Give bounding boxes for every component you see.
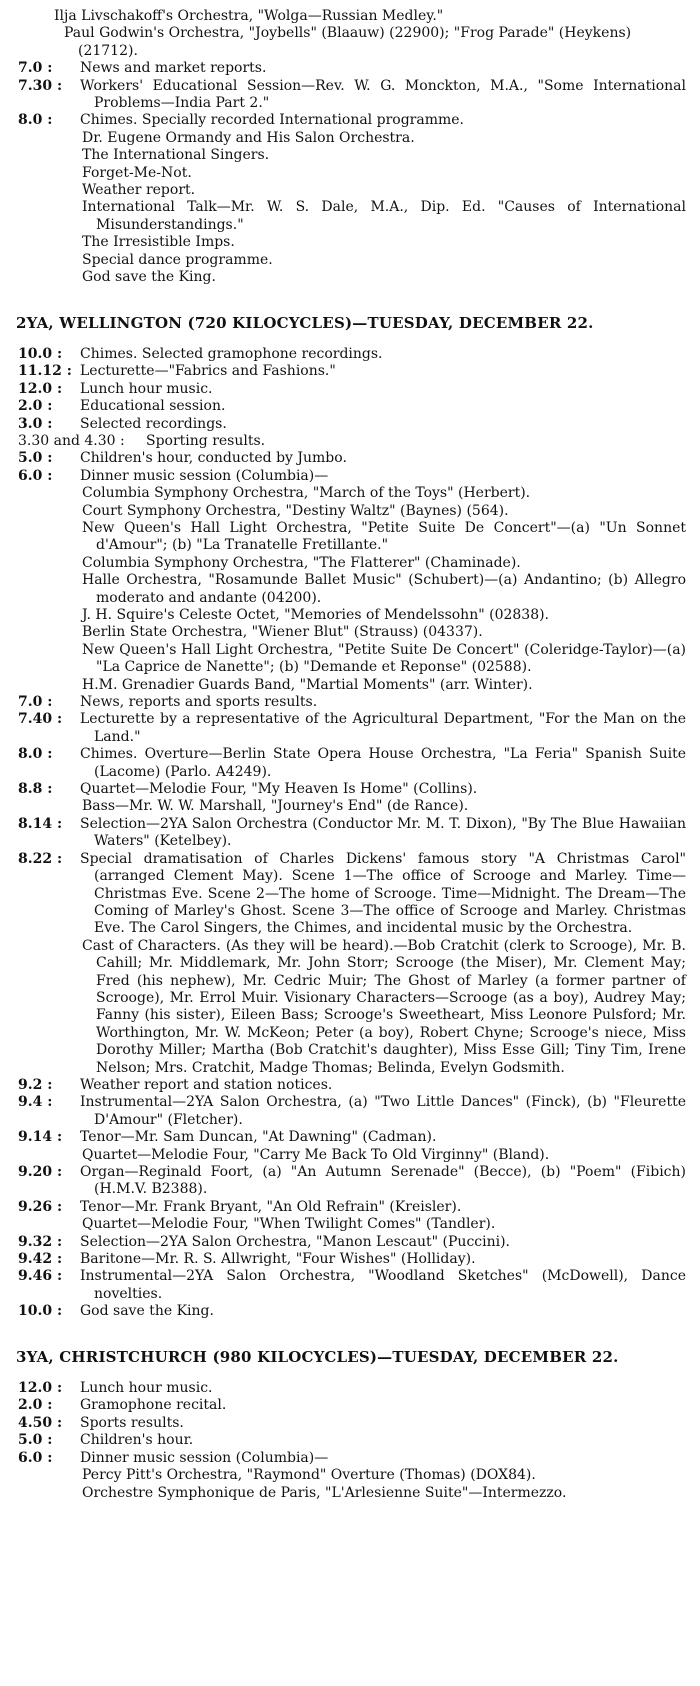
schedule-entry <box>18 1415 686 1432</box>
list-item: Weather report. <box>82 182 196 199</box>
entry-text: News, reports and sports results. <box>80 694 318 711</box>
list-item: Orchestre Symphonique de Paris, "L'Arlesienne Suite"—Intermezzo. <box>82 1484 567 1501</box>
entry-text: Lecturette—"Fabrics and Fashions." <box>80 363 336 380</box>
list-item: Berlin State Orchestra, "Wiener Blut" (Strauss) (04337). <box>82 624 483 641</box>
schedule-entry <box>18 433 686 450</box>
schedule-entry <box>18 1450 686 1467</box>
list-item: Dr. Eugene Ormandy and His Salon Orchestra. <box>82 129 415 146</box>
time-label: 8.8 : <box>18 781 53 798</box>
time-label: 8.22 : <box>18 850 63 867</box>
entry-text: Baritone—Mr. R. S. Allwright, "Four Wishes" (Holliday). <box>80 1251 476 1268</box>
entry-text: Tenor—Mr. Sam Duncan, "At Dawning" (Cadman). <box>80 1129 437 1146</box>
schedule-entry <box>18 1129 686 1146</box>
list-item: Percy Pitt's Orchestra, "Raymond" Overture (Thomas) (DOX84). <box>82 1467 536 1484</box>
schedule-entry <box>18 1380 686 1397</box>
schedule-3ya <box>18 1380 686 1502</box>
schedule-entry <box>18 1251 686 1268</box>
list-item: Forget-Me-Not. <box>82 164 192 181</box>
time-label: 9.46 : <box>18 1268 63 1285</box>
schedule-entry <box>18 1199 686 1216</box>
entry-text: Chimes. Specially recorded International programme. <box>80 112 464 129</box>
schedule-entry <box>18 781 686 798</box>
time-label: 8.14 : <box>18 815 63 832</box>
time-label: 2.0 : <box>18 1397 53 1414</box>
list-item: Halle Orchestra, "Rosamunde Ballet Music" (Schubert)—(a) Andantino; (b) Allegro moderato and andante (04200). <box>82 572 686 606</box>
schedule-entry <box>18 694 686 711</box>
entry-text: Gramophone recital. <box>80 1397 227 1414</box>
schedule-entry <box>18 346 686 363</box>
schedule-entry <box>18 60 686 77</box>
entry-text: Dinner music session (Columbia)— <box>80 467 329 484</box>
entry-text: Workers' Educational Session—Rev. W. G. Monckton, M.A., "Some International Problems—India Part 2." <box>80 77 686 112</box>
entry-text: Chimes. Overture—Berlin State Opera House Orchestra, "La Feria" Spanish Suite (Lacome) (Parlo. A4249). <box>80 746 686 780</box>
entry-text: Special dramatisation of Charles Dickens' famous story "A Christmas Carol" (arranged Clement May). Scene 1—The office of Scrooge and Marley. Time—Christmas Eve. Scene 2—The home of Scrooge. Time—Midnight. The Dream—The Coming of Marley's Ghost. Scene 3—The office of Scrooge and Marley. Christmas Eve. The Carol Singers, the Chimes, and incidental music by the Orchestra. <box>80 850 686 937</box>
list-item: New Queen's Hall Light Orchestra, "Petite Suite De Concert" (Coleridge-Taylor)—(a) "La Caprice de Nanette"; (b) "Demande et Reponse" (02588). <box>82 641 686 676</box>
list-item: Court Symphony Orchestra, "Destiny Waltz" (Baynes) (564). <box>82 502 509 519</box>
list-item: Cast of Characters. (As they will be heard).—Bob Cratchit (clerk to Scrooge), Mr. B. Cahill; Mr. Middlemark, Mr. John Storr; Scrooge (the Miser), Mr. Clement May; Fred (his nephew), Mr. Cedric Muir; The Ghost of Marley (a former partner of Scrooge), Mr. Errol Muir. Visionary Characters—Scrooge (as a boy), Audrey May; Fanny (his sister), Eileen Bass; Scrooge's Sweetheart, Miss Leonore Pulsford; Mr. Worthington, Mr. W. McKeon; Peter (a boy), Robert Chyne; Scrooge's niece, Miss Dorothy Miller; Martha (Bob Cratchit's daughter), Miss Esse Gill; Tiny Tim, Irene Nelson; Mrs. Cratchit, Madge Thomas; Belinda, Evelyn Godsmith. <box>82 937 686 1076</box>
time-label: 2.0 : <box>18 398 53 415</box>
time-label: 5.0 : <box>18 450 53 467</box>
time-label: 8.0 : <box>18 112 53 129</box>
time-label: 8.0 : <box>18 746 53 763</box>
entry-text: God save the King. <box>80 1303 214 1320</box>
time-label: 9.26 : <box>18 1198 63 1215</box>
list-item: Paul Godwin's Orchestra, "Joybells" (Blaauw) (22900); "Frog Parade" (Heykens) (21712). <box>64 25 632 59</box>
schedule-entry <box>18 416 686 433</box>
entry-text: Organ—Reginald Foort, (a) "An Autumn Serenade" (Becce), (b) "Poem" (Fibich) (H.M.V. B2388). <box>80 1164 686 1198</box>
time-label: 9.14 : <box>18 1129 63 1146</box>
time-label: 7.0 : <box>18 694 53 711</box>
entry-text: Lecturette by a representative of the Agricultural Department, "For the Man on the Land." <box>80 711 686 745</box>
schedule-entry <box>18 1077 686 1094</box>
schedule-entry <box>18 711 686 746</box>
list-item: H.M. Grenadier Guards Band, "Martial Moments" (arr. Winter). <box>82 676 533 693</box>
entry-text: Dinner music session (Columbia)— <box>80 1449 329 1466</box>
continued-listing <box>18 8 686 60</box>
schedule-entry <box>18 78 686 113</box>
time-label: 3.30 and 4.30 : <box>18 432 125 449</box>
entry-text: Children's hour. <box>80 1432 194 1449</box>
time-label: 4.50 : <box>18 1414 63 1431</box>
station-heading-3ya: 3YA, CHRISTCHURCH (980 KILOCYCLES)—TUESDAY, DECEMBER 22. <box>16 1347 619 1366</box>
list-item: Bass—Mr. W. W. Marshall, "Journey's End" (de Rance). <box>82 798 469 815</box>
entry-text: Tenor—Mr. Frank Bryant, "An Old Refrain" (Kreisler). <box>80 1198 462 1215</box>
sub-item-list <box>18 938 686 1077</box>
list-item: J. H. Squire's Celeste Octet, "Memories of Mendelssohn" (02838). <box>82 607 550 623</box>
schedule-entry <box>18 1234 686 1251</box>
schedule-entry <box>18 381 686 398</box>
entry-text: Quartet—Melodie Four, "My Heaven Is Home" (Collins). <box>80 781 478 798</box>
time-label: 6.0 : <box>18 1449 53 1466</box>
schedule-entry <box>18 450 686 467</box>
schedule-entry <box>18 1432 686 1449</box>
schedule-entry <box>18 398 686 415</box>
sub-item-list <box>18 798 686 815</box>
list-item: Columbia Symphony Orchestra, "The Flatterer" (Chaminade). <box>82 554 521 571</box>
list-item: The International Singers. <box>82 147 270 164</box>
schedule-entry <box>18 1164 686 1199</box>
list-item: Quartet—Melodie Four, "When Twilight Comes" (Tandler). <box>82 1216 496 1233</box>
entry-text: Sports results. <box>80 1414 184 1431</box>
entry-text: Instrumental—2YA Salon Orchestra, "Woodland Sketches" (McDowell), Dance novelties. <box>80 1268 686 1302</box>
time-label: 9.42 : <box>18 1251 63 1268</box>
entry-text: Lunch hour music. <box>80 1380 213 1397</box>
entry-text: Selection—2YA Salon Orchestra (Conductor Mr. M. T. Dixon), "By The Blue Hawaiian Waters" (Ketelbey). <box>80 815 686 850</box>
time-label: 9.2 : <box>18 1076 53 1093</box>
schedule-entry <box>18 1094 686 1129</box>
entry-text: Selected recordings. <box>80 415 227 432</box>
entry-text: Chimes. Selected gramophone recordings. <box>80 345 383 362</box>
sub-item-list <box>18 485 686 694</box>
schedule-entry <box>18 112 686 129</box>
list-item: Ilja Livschakoff's Orchestra, "Wolga—Russian Medley." <box>54 8 444 24</box>
schedule-entry <box>18 1303 686 1320</box>
list-item: God save the King. <box>82 269 216 286</box>
schedule-entry <box>18 1268 686 1303</box>
schedule-entry <box>18 468 686 485</box>
time-label: 7.40 : <box>18 711 63 728</box>
entry-text: News and market reports. <box>80 60 267 77</box>
list-item: Columbia Symphony Orchestra, "March of the Toys" (Herbert). <box>82 485 531 502</box>
list-item: International Talk—Mr. W. S. Dale, M.A., Dip. Ed. "Causes of International Misunderstandings." <box>82 199 686 233</box>
list-item: Quartet—Melodie Four, "Carry Me Back To Old Virginny" (Bland). <box>82 1146 550 1163</box>
time-label: 10.0 : <box>18 345 63 362</box>
entry-text: Weather report and station notices. <box>80 1076 333 1093</box>
entry-text: Educational session. <box>80 398 226 415</box>
time-label: 12.0 : <box>18 380 63 397</box>
time-label: 5.0 : <box>18 1432 53 1449</box>
entry-text: Selection—2YA Salon Orchestra, "Manon Lescaut" (Puccini). <box>80 1233 511 1250</box>
sub-item-list <box>18 1216 686 1233</box>
schedule-entry <box>18 746 686 781</box>
schedule-entry <box>18 851 686 938</box>
schedule-entry <box>18 363 686 380</box>
time-label: 10.0 : <box>18 1303 63 1320</box>
time-label: 7.30 : <box>18 77 63 94</box>
schedule-entry <box>18 816 686 851</box>
station-heading-2ya: 2YA, WELLINGTON (720 KILOCYCLES)—TUESDAY, DECEMBER 22. <box>16 313 594 332</box>
time-label: 12.0 : <box>18 1380 63 1397</box>
entry-text: Children's hour, conducted by Jumbo. <box>80 450 347 467</box>
entry-text: Lunch hour music. <box>80 380 213 397</box>
sub-item-list <box>18 1147 686 1164</box>
sub-item-list <box>18 130 686 287</box>
entry-text: Instrumental—2YA Salon Orchestra, (a) "Two Little Dances" (Finck), (b) "Fleurette D'Amour" (Fletcher). <box>80 1094 686 1128</box>
time-label: 11.12 : <box>18 363 72 380</box>
time-label: 9.20 : <box>18 1164 63 1180</box>
sub-item-list <box>18 1467 686 1502</box>
continued-schedule <box>18 60 686 286</box>
schedule-2ya <box>18 346 686 1321</box>
list-item: The Irresistible Imps. <box>82 234 235 251</box>
time-label: 7.0 : <box>18 60 53 77</box>
list-item: New Queen's Hall Light Orchestra, "Petite Suite De Concert"—(a) "Un Sonnet d'Amour"; (b) "La Tranatelle Fretillante." <box>82 519 686 554</box>
time-label: 3.0 : <box>18 415 53 432</box>
time-label: 9.4 : <box>18 1094 53 1111</box>
time-label: 9.32 : <box>18 1233 63 1250</box>
entry-text: Sporting results. <box>146 432 266 449</box>
schedule-entry <box>18 1397 686 1414</box>
list-item: Special dance programme. <box>82 251 273 268</box>
time-label: 6.0 : <box>18 467 53 484</box>
